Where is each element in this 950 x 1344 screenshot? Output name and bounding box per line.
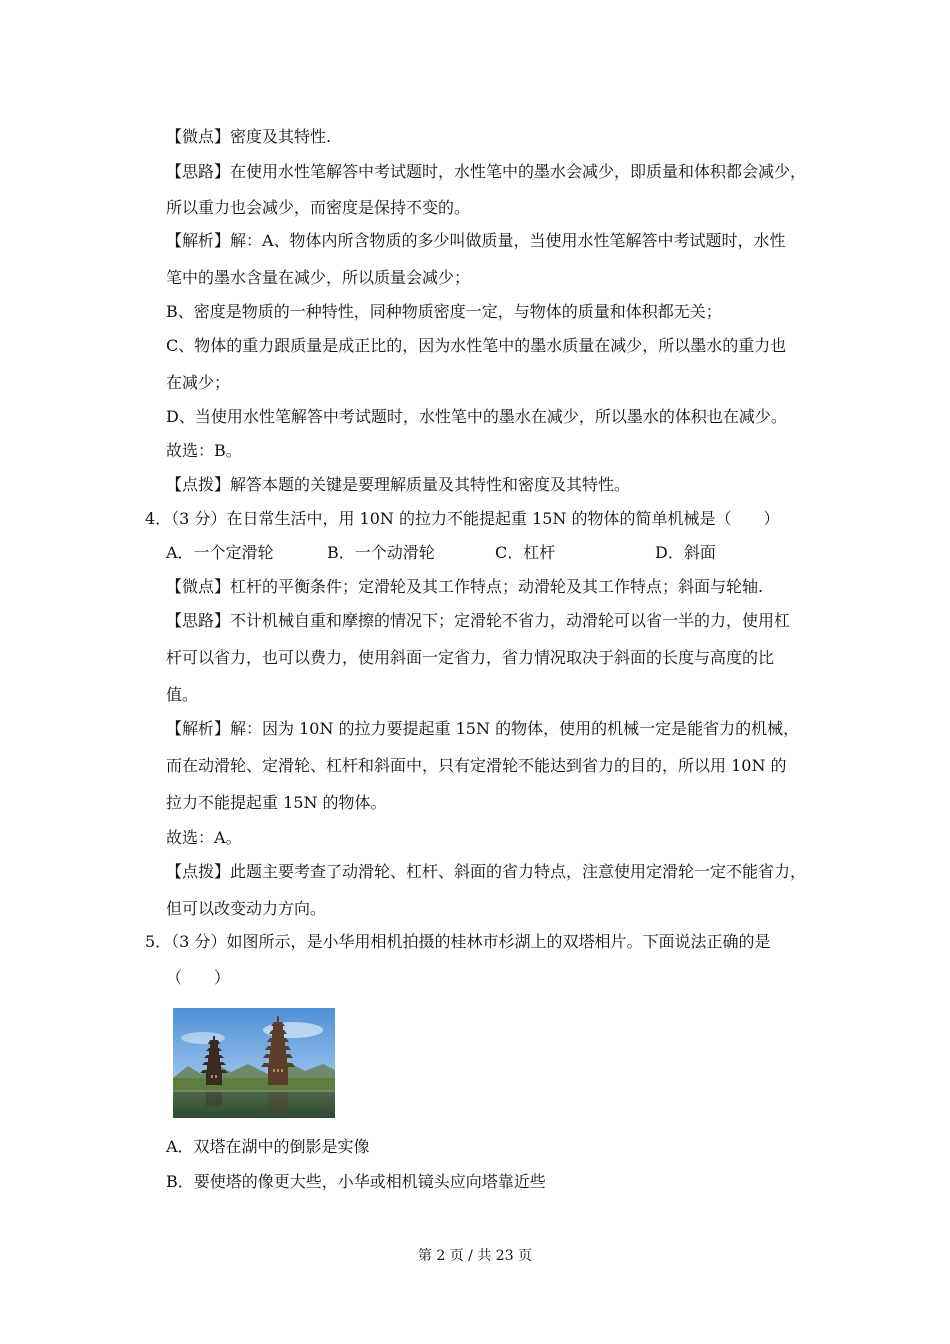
q4-comment-line2: 但可以改变动力方向。: [166, 899, 327, 918]
q3-analysis-d: D、当使用水性笔解答中考试题时，水性笔中的墨水在减少，所以墨水的体积也在减少。: [166, 407, 787, 426]
q4-analysis-line3: 拉力不能提起重 15N 的物体。: [166, 793, 387, 812]
q3-analysis-b: B、密度是物质的一种特性，同种物质密度一定，与物体的质量和体积都无关；: [166, 302, 722, 321]
q5-option-a: A．双塔在湖中的倒影是实像: [166, 1137, 370, 1156]
q3-analysis-line2: 笔中的墨水含量在减少，所以质量会减少；: [166, 268, 471, 287]
q5-stem-line2: （ ）: [166, 968, 231, 987]
q4-analysis-line2: 而在动滑轮、定滑轮、杠杆和斜面中，只有定滑轮不能达到省力的目的，所以用 10N 的: [166, 756, 787, 775]
q4-analysis-line1: 【解析】解：因为 10N 的拉力要提起重 15N 的物体，使用的机械一定是能省力的机械，: [166, 719, 800, 738]
q4-idea-line1: 【思路】不计机械自重和摩擦的情况下；定滑轮不省力，动滑轮可以省一半的力，使用杠: [166, 611, 791, 630]
q3-idea-line1: 【思路】在使用水性笔解答中考试题时，水性笔中的墨水会减少，即质量和体积都会减少，: [166, 162, 807, 181]
q3-idea-line2: 所以重力也会减少，而密度是保持不变的。: [166, 198, 471, 217]
q4-comment-line1: 【点拨】此题主要考查了动滑轮、杠杆、斜面的省力特点，注意使用定滑轮一定不能省力，: [166, 862, 807, 881]
twin-pagodas-photo: [173, 1008, 335, 1118]
q3-analysis-c1: C、物体的重力跟质量是成正比的，因为水性笔中的墨水质量在减少，所以墨水的重力也: [166, 336, 787, 355]
q4-stem: 4．（3 分）在日常生活中，用 10N 的拉力不能提起重 15N 的物体的简单机械是（ ）: [145, 509, 780, 528]
q4-option-b: B．一个动滑轮: [327, 543, 435, 562]
q4-idea-line2: 杆可以省力，也可以费力，使用斜面一定省力，省力情况取决于斜面的长度与高度的比: [166, 648, 775, 667]
q4-option-c: C．杠杆: [495, 543, 556, 562]
q4-option-a: A．一个定滑轮: [166, 543, 274, 562]
q4-point: 【微点】杠杆的平衡条件；定滑轮及其工作特点；动滑轮及其工作特点；斜面与轮轴.: [166, 577, 764, 596]
page-footer: 第 2 页 / 共 23 页: [417, 1248, 533, 1264]
q4-answer: 故选：A。: [166, 828, 242, 847]
q3-comment: 【点拨】解答本题的关键是要理解质量及其特性和密度及其特性。: [166, 475, 631, 494]
q4-option-d: D．斜面: [655, 543, 716, 562]
q3-answer: 故选：B。: [166, 441, 242, 460]
q5-option-b: B．要使塔的像更大些，小华或相机镜头应向塔靠近些: [166, 1172, 546, 1191]
q3-analysis-c2: 在减少；: [166, 373, 231, 392]
q3-analysis-line1: 【解析】解：A、物体内所含物质的多少叫做质量，当使用水性笔解答中考试题时，水性: [166, 231, 786, 250]
q3-point: 【微点】密度及其特性.: [166, 127, 332, 146]
q5-stem-line1: 5．（3 分）如图所示，是小华用相机拍摄的桂林市杉湖上的双塔相片。下面说法正确的是: [145, 932, 771, 951]
q4-idea-line3: 值。: [166, 685, 199, 704]
